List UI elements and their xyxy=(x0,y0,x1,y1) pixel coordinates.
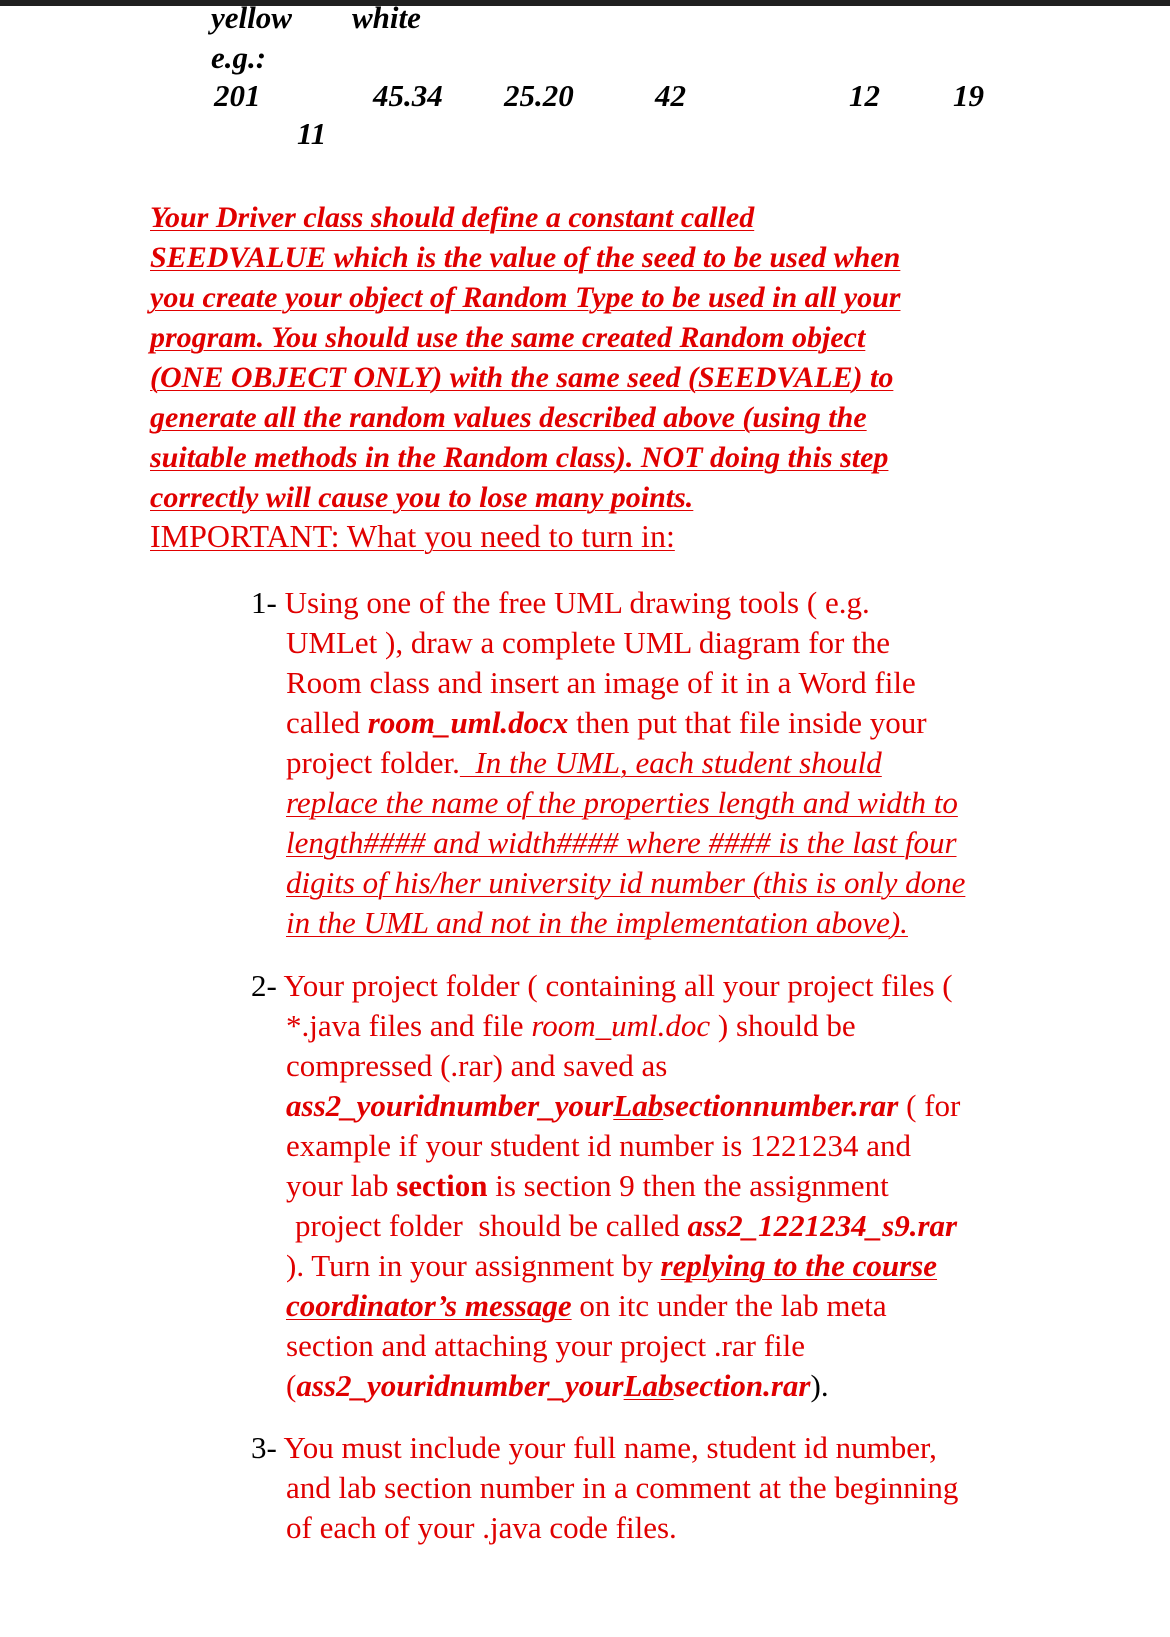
header-word-yellow: yellow xyxy=(211,0,292,35)
uml-file-name: room_uml.docx xyxy=(367,705,569,740)
notice-line: SEEDVALUE which is the value of the seed to be used when xyxy=(150,241,901,274)
item-text: your lab xyxy=(286,1168,397,1203)
example-value-3: 42 xyxy=(655,78,686,113)
rar-name-pattern: sectionnumber.rar xyxy=(663,1088,899,1123)
uml-rename-instruction: in the UML and not in the implementation above). xyxy=(286,905,908,940)
item-text: of each of your .java code files. xyxy=(286,1510,677,1545)
notice-line: Your Driver class should define a constant called xyxy=(150,201,755,234)
example-value-4: 12 xyxy=(849,78,880,113)
item-text: You must include your full name, student id number, xyxy=(283,1430,937,1465)
top-border-rule xyxy=(0,0,1170,6)
notice-line: generate all the random values described above (using the xyxy=(150,401,867,434)
section-emphasis: section xyxy=(396,1168,488,1203)
example-value-second-line: 11 xyxy=(297,116,327,151)
item-number: 2- xyxy=(251,968,277,1003)
rar-example-name: ass2_1221234_s9.rar xyxy=(687,1208,958,1243)
rar-name-pattern: ass2_youridnumber_your xyxy=(286,1088,614,1123)
header-word-white: white xyxy=(352,0,421,35)
item-text: and lab section number in a comment at the beginning xyxy=(286,1470,959,1505)
item-text: ) should be xyxy=(710,1008,856,1043)
item-text: called xyxy=(286,705,368,740)
item-number: 1- xyxy=(251,585,277,620)
turn-in-item-2 xyxy=(251,966,1071,1406)
rar-name-pattern-lab: Lab xyxy=(623,1368,674,1403)
item-text: Your project folder ( containing all your project files ( xyxy=(283,968,953,1003)
notice-line: (ONE OBJECT ONLY) with the same seed (SEEDVALE) to xyxy=(150,361,894,394)
example-value-width: 25.20 xyxy=(504,78,574,113)
rar-name-pattern: ass2_youridnumber_your xyxy=(296,1368,624,1403)
item-text: project folder. xyxy=(286,745,460,780)
item-text: on itc under the lab meta xyxy=(571,1288,887,1323)
item-text: *.java files and file xyxy=(286,1008,532,1043)
notice-line: you create your object of Random Type to be used in all your xyxy=(150,281,901,314)
seed-value-notice xyxy=(150,198,1040,518)
important-heading: IMPORTANT: What you need to turn in: xyxy=(150,518,675,554)
example-value-length: 45.34 xyxy=(373,78,443,113)
uml-rename-instruction: replace the name of the properties length and width to xyxy=(286,785,958,820)
turn-in-item-3 xyxy=(251,1428,1071,1548)
item-number: 3- xyxy=(251,1430,277,1465)
item-text: ). xyxy=(810,1368,829,1403)
rar-name-pattern: section.rar xyxy=(673,1368,811,1403)
coordinator-message-link[interactable]: replying to the course xyxy=(660,1248,938,1283)
notice-line: suitable methods in the Random class). NOT doing this step xyxy=(150,441,889,474)
item-text: section and attaching your project .rar file xyxy=(286,1328,806,1363)
item-text: example if your student id number is 1221234 and xyxy=(286,1128,912,1163)
uml-rename-instruction: digits of his/her university id number (this is only done xyxy=(286,865,966,900)
item-text: ( for xyxy=(898,1088,961,1123)
item-text: then put that file inside your xyxy=(568,705,927,740)
example-value-id: 201 xyxy=(214,78,261,113)
notice-line: correctly will cause you to lose many points. xyxy=(150,481,694,514)
item-text: UMLet ), draw a complete UML diagram for the xyxy=(286,625,891,660)
turn-in-item-1 xyxy=(251,583,1071,943)
rar-name-pattern-lab: Lab xyxy=(613,1088,664,1123)
item-text: Using one of the free UML drawing tools ( e.g. xyxy=(284,585,870,620)
item-text: compressed (.rar) and saved as xyxy=(286,1048,668,1083)
item-text: Room class and insert an image of it in a Word file xyxy=(286,665,916,700)
item-text: ). Turn in your assignment by xyxy=(286,1248,661,1283)
example-value-5: 19 xyxy=(953,78,984,113)
coordinator-message-link[interactable]: coordinator’s message xyxy=(286,1288,572,1323)
uml-rename-instruction: length#### and width#### where #### is the last four xyxy=(286,825,957,860)
item-text: project folder should be called xyxy=(295,1208,688,1243)
doc-file-name: room_uml.doc xyxy=(531,1008,711,1043)
item-text: ( xyxy=(286,1368,297,1403)
uml-rename-instruction: In the UML, each student should xyxy=(459,745,882,780)
example-label: e.g.: xyxy=(211,40,267,75)
item-text: is section 9 then the assignment xyxy=(487,1168,889,1203)
notice-line: program. You should use the same created Random object xyxy=(150,321,866,354)
